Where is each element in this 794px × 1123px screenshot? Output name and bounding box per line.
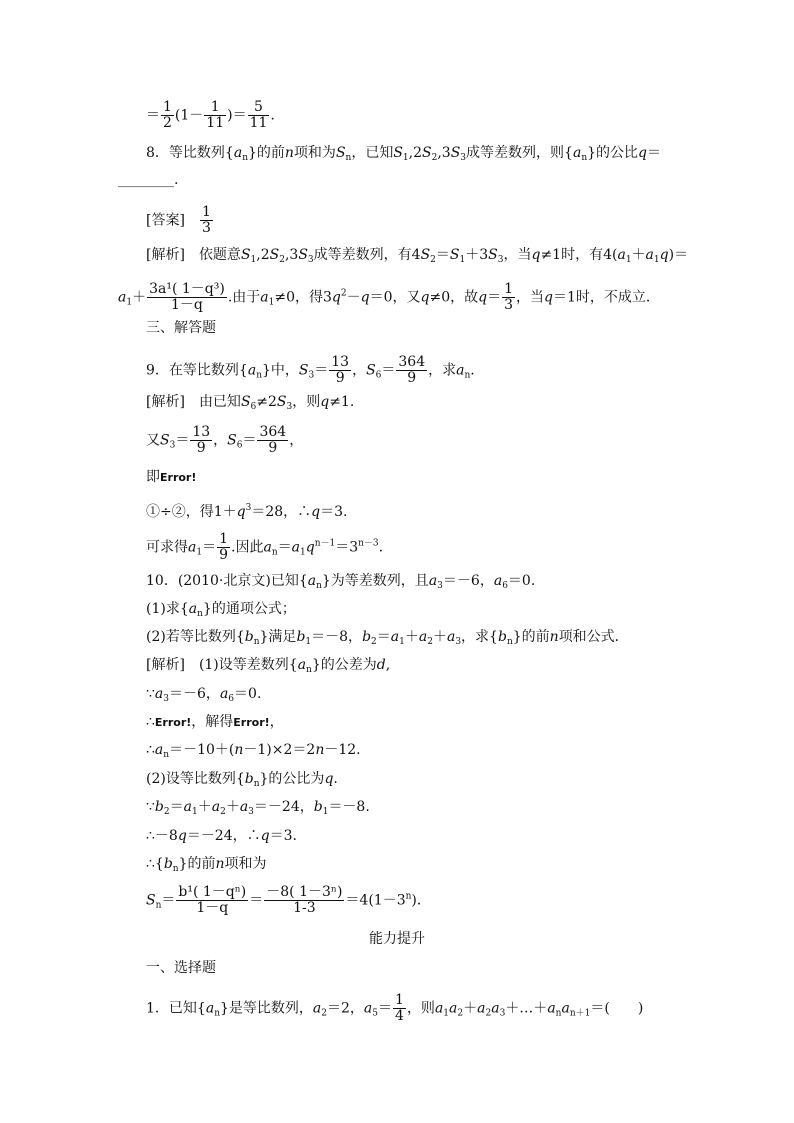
analysis-9-line2: 又$S_3=$ $\frac{13}{9}$ ，$S_6=$ $\frac{364}{9}$ ， xyxy=(146,424,304,456)
analysis-9-line5: 可求得$a_1=$ $\frac{1}{9}$ .因此$a_n=a_1q^{n-1}=3^{n-3}$. xyxy=(146,531,384,563)
section-heading-1: 一、选择题 xyxy=(146,960,216,976)
analysis-9-line1: [解析] 由已知$S_6\ne 2S_3$，则q≠1. xyxy=(146,394,355,412)
analysis-9-line3: 即Error! xyxy=(146,469,197,485)
problem-1: 1．已知$\{a_n\}$是等比数列，$a_2=2$，$a_5=$ $\frac{1}{4}$ ，则$a_1a_2+a_2a_3+\dots+a_na_{n+1}=$( ) xyxy=(146,992,644,1024)
analysis-8-line2: $a_1+$ $\frac{\text{3a¹( 1－q³)}}{1-q}$ .由于$a_1\ne 0$，得$3q^2-q=0$，又q≠0，故q＝ $\frac{1}{3}$ ，当q＝1时，不成立． xyxy=(118,281,660,313)
analysis-8-line1: [解析] 依题意$S_1,2S_2,3S_3$成等差数列，有$4S_2=S_1+3S_3$，当q≠1时，有$4(a_1+a_1q)=$ xyxy=(146,247,689,265)
analysis-10-line7: ∴－8q＝－24，∴q＝3. xyxy=(146,828,297,844)
analysis-10-line3: ∴Error!，解得Error!， xyxy=(146,714,284,730)
question-10-part2: (2)若等比数列$\{b_n\}$满足$b_1=-8$，$b_2=a_1+a_2+a_3$，求$\{b_n\}$的前n项和公式． xyxy=(146,629,629,647)
question-10: 10．(2010·北京文)已知$\{a_n\}$为等差数列，且$a_3=-6$，$a_6=0$. xyxy=(146,573,536,591)
analysis-10-line9: $S_n=$ $\frac{\text{b¹( 1－qⁿ)}}{1-q}$ ＝ $\frac{\text{－8( 1－3ⁿ)}}{1-3}$ $=4(1-3^n)$． xyxy=(146,884,431,916)
analysis-10-line5: (2)设等比数列$\{b_n\}$的公比为q. xyxy=(146,771,338,789)
question-9: 9．在等比数列$\{a_n\}$中，$S_3=$ $\frac{13}{9}$ ，$S_6=$ $\frac{364}{9}$ ，求$a_n$. xyxy=(146,354,475,386)
section-title: 能力提升 xyxy=(369,931,425,947)
answer-blank: ________. xyxy=(118,172,179,188)
equation-line: ＝ $\frac{1}{2}$ (1－ $\frac{1}{11}$ )＝ $\frac{5}{11}$ . xyxy=(146,99,275,131)
analysis-10-line6: $\because b_2=a_1+a_2+a_3=-24$，$b_1=-8$. xyxy=(146,799,370,817)
analysis-10-line8: $\therefore\{b_n\}$的前n项和为 xyxy=(146,856,267,874)
analysis-9-line4: ①÷②，得$1+q^3=28$，∴q＝3. xyxy=(146,503,348,520)
section-heading-3: 三、解答题 xyxy=(146,320,216,336)
question-8: 8．等比数列$\{a_n\}$的前n项和为$S_n$，已知$S_1,2S_2,3S_3$成等差数列，则$\{a_n\}$的公比q＝ xyxy=(146,145,661,163)
analysis-10-line1: [解析] (1)设等差数列$\{a_n\}$的公差为d, xyxy=(146,657,391,675)
answer-line: [答案] $\frac{1}{3}$ xyxy=(146,204,211,236)
analysis-10-line2: $\because a_3=-6$，$a_6=0$. xyxy=(146,686,262,704)
analysis-10-line4: $\therefore a_n=-10+(n-1)\times 2=2n-12$. xyxy=(146,742,361,760)
question-10-part1: (1)求$\{a_n\}$的通项公式； xyxy=(146,601,296,619)
